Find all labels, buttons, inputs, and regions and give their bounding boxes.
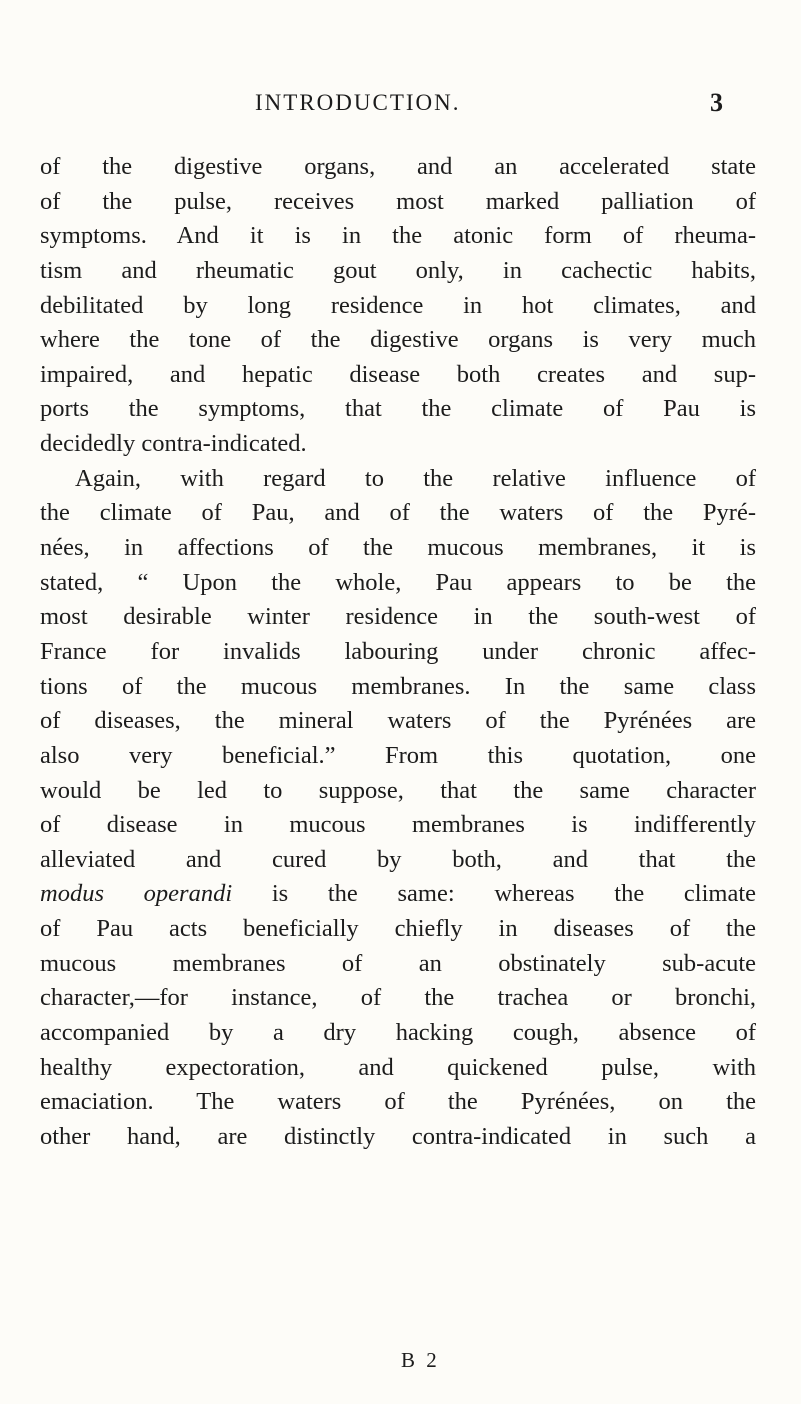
text-line: also very beneficial.” From this quotation, one xyxy=(40,741,756,769)
text-line: of disease in mucous membranes is indifferently xyxy=(40,811,756,839)
body-text xyxy=(40,150,756,1155)
text-line: tism and rheumatic gout only, in cachectic habits, xyxy=(40,256,756,284)
text-line: stated, “ Upon the whole, Pau appears to be the xyxy=(40,568,756,596)
text-line: other hand, are distinctly contra-indicated in such a xyxy=(40,1122,756,1150)
page-number: 3 xyxy=(710,88,723,117)
text-line: mucous membranes of an obstinately sub-acute xyxy=(40,949,756,977)
text-line: would be led to suppose, that the same character xyxy=(40,776,756,804)
text-line: ports the symptoms, that the climate of Pau is xyxy=(40,395,756,423)
signature-mark: B 2 xyxy=(401,1348,440,1372)
text-line-with-italic xyxy=(40,877,756,912)
text-line: France for invalids labouring under chronic affec- xyxy=(40,637,756,665)
text-line: emaciation. The waters of the Pyrénées, on the xyxy=(40,1088,756,1116)
text-line: the climate of Pau, and of the waters of the Pyré- xyxy=(40,499,756,527)
text-line: character,—for instance, of the trachea or bronchi, xyxy=(40,984,756,1012)
text-line: most desirable winter residence in the south-west of xyxy=(40,603,756,631)
running-title: INTRODUCTION. xyxy=(255,90,461,115)
text-line: nées, in affections of the mucous membranes, it is xyxy=(40,534,756,562)
text-line: symptoms. And it is in the atonic form of rheuma- xyxy=(40,222,756,250)
text-line: debilitated by long residence in hot climates, and xyxy=(40,291,756,319)
text-line: alleviated and cured by both, and that the xyxy=(40,845,756,873)
running-head xyxy=(0,90,801,120)
text-line: of the pulse, receives most marked palliation of xyxy=(40,187,756,215)
paragraph-end-line: decidedly contra-indicated. xyxy=(40,430,307,458)
paragraph-start-line: Again, with regard to the relative influence of xyxy=(75,464,756,492)
text-line: healthy expectoration, and quickened pulse, with xyxy=(40,1053,756,1081)
text-line: of Pau acts beneficially chiefly in diseases of the xyxy=(40,915,756,943)
text-line: impaired, and hepatic disease both creates and sup- xyxy=(40,360,756,388)
italic-phrase: modus operandi xyxy=(40,880,233,908)
text-line: tions of the mucous membranes. In the same class xyxy=(40,672,756,700)
text-line: where the tone of the digestive organs is very much xyxy=(40,326,756,354)
text-line-rest: is the same: whereas the climate xyxy=(271,880,756,908)
text-line: accompanied by a dry hacking cough, absence of xyxy=(40,1019,756,1047)
text-line: of the digestive organs, and an accelerated state xyxy=(40,153,756,180)
text-line: of diseases, the mineral waters of the Pyrénées are xyxy=(40,707,756,735)
